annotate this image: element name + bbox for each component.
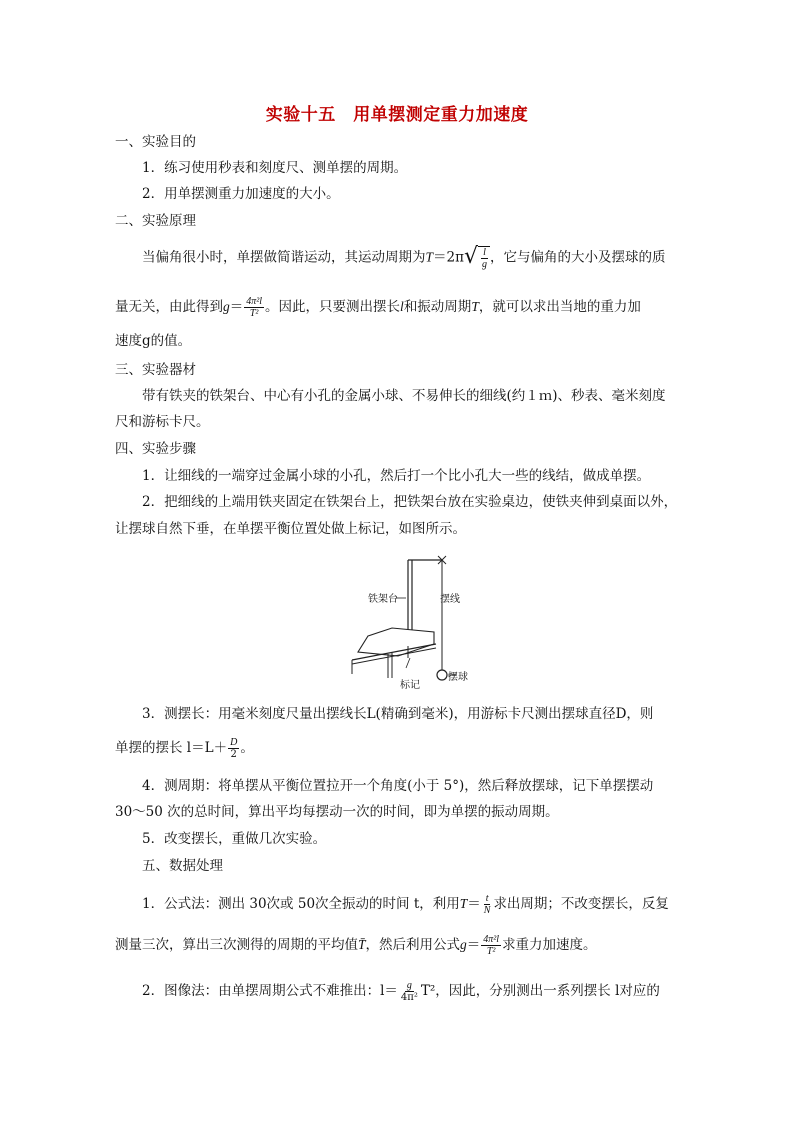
equipment-line-1: 带有铁夹的铁架台、中心有小孔的金属小球、不易伸长的细线(约１ｍ)、秒表、毫米刻度 <box>142 388 666 404</box>
section-heading-steps: 四、实验步骤 <box>115 441 196 457</box>
fraction-D-over-2 <box>228 737 239 760</box>
fraction-numerator: g <box>406 980 412 991</box>
text-run: ，然后利用公式 <box>365 937 461 953</box>
text-run: 。因此，只要测出摆长 <box>265 299 401 315</box>
symbol-l: l <box>400 299 404 314</box>
text-run: 和振动周期 <box>403 299 472 315</box>
text-run: T²，因此，分别测出一系列摆长 l对应的 <box>420 983 660 999</box>
principle-line-3: 速度g的值。 <box>115 333 192 349</box>
step-4-line-1: 4．测周期：将单摆从平衡位置拉开一个角度(小于 5°)，然后释放摆球，记下单摆摆动 <box>142 778 654 794</box>
text-run: ＝ <box>466 937 481 953</box>
fraction-numerator: 4π²l <box>483 934 500 945</box>
fraction-denominator: 4π² <box>400 992 418 1003</box>
text-run: ＝ <box>229 299 244 315</box>
step-3-line-2 <box>115 737 254 760</box>
text-run: 量无关，由此得到 <box>115 299 223 315</box>
step-4-line-2: 30～50 次的总时间，算出平均每摆动一次的时间，即为单摆的振动周期。 <box>115 804 559 820</box>
symbol-T-bar: T̄ <box>358 937 366 952</box>
equipment-line-2: 尺和游标卡尺。 <box>115 414 210 430</box>
page-title: 实验十五 用单摆测定重力加速度 <box>265 105 529 125</box>
principle-line-2 <box>115 296 641 319</box>
fraction-g-over-4pi2 <box>399 980 420 1003</box>
symbol-T: T <box>425 249 434 265</box>
purpose-item-2: 2．用单摆测重力加速度的大小。 <box>142 186 340 202</box>
fraction-denominator: g <box>482 259 488 270</box>
text-run: 当偏角很小时，单摆做简谐运动，其运动周期为 <box>142 249 426 266</box>
method-1-line-1 <box>142 893 669 916</box>
fraction-g-formula <box>481 934 501 957</box>
label-string: 摆线 <box>440 594 460 605</box>
sqrt-l-over-g: √ $\frac{l}{g}$ <box>464 246 490 270</box>
text-run: 1．公式法：测出 30次或 50次全振动的时间 t，利用 <box>142 896 460 912</box>
text-run: 求重力加速度。 <box>502 937 597 953</box>
label-ball: 摆球 <box>448 672 468 683</box>
section-heading-equipment: 三、实验器材 <box>115 362 196 378</box>
text-run: 。 <box>240 740 254 756</box>
pendulum-setup-figure <box>348 548 478 696</box>
text-run: 2．图像法：由单摆周期公式不难推出：l＝ <box>142 983 398 999</box>
step-2-line-1: 2．把细线的上端用铁夹固定在铁架台上，把铁架台放在实验桌边，使铁夹伸到桌面以外， <box>142 494 678 510</box>
fraction-t-over-N <box>482 893 493 916</box>
text-run: ，就可以求出当地的重力加 <box>478 299 641 315</box>
symbol-g: g <box>223 299 230 314</box>
symbol-T: T <box>459 896 468 911</box>
symbol-T: T <box>471 299 479 314</box>
pendulum-ball <box>437 670 447 680</box>
section-heading-principle: 二、实验原理 <box>115 213 196 229</box>
mark-leader <box>406 658 410 668</box>
section-heading-data: 五、数据处理 <box>142 858 223 874</box>
step-5: 5．改变摆长，重做几次实验。 <box>142 831 327 847</box>
label-mark: 标记 <box>400 680 420 691</box>
text-run: 测量三次，算出三次测得的周期的平均值 <box>115 937 358 953</box>
purpose-item-1: 1．练习使用秒表和刻度尺、测单摆的周期。 <box>142 160 408 176</box>
fraction-numerator: l <box>483 247 486 258</box>
fraction-denominator: T² <box>249 308 259 319</box>
fraction-numerator: t <box>485 893 489 904</box>
fraction-g-formula <box>244 296 264 319</box>
symbol-g: g <box>460 937 467 952</box>
text-run: ＝ <box>467 896 481 912</box>
fraction-denominator: T² <box>486 946 496 957</box>
text-run: ＝2π <box>433 249 464 266</box>
step-1: 1．让细线的一端穿过金属小球的小孔，然后打一个比小孔大一些的线结，做成单摆。 <box>142 468 651 484</box>
fraction-denominator: 2 <box>230 749 237 760</box>
method-1-line-2 <box>115 934 597 957</box>
principle-line-1 <box>142 246 666 270</box>
text-run: 求出周期；不改变摆长，反复 <box>493 896 669 912</box>
text-run: 单摆的摆长 l＝L＋ <box>115 740 228 756</box>
fraction-numerator: D <box>230 737 238 748</box>
fraction-denominator: N <box>483 905 491 916</box>
method-2-line-1 <box>142 980 660 1003</box>
step-2-line-2: 让摆球自然下垂，在单摆平衡位置处做上标记，如图所示。 <box>115 521 466 537</box>
text-run: ，它与偏角的大小及摆球的质 <box>490 249 666 266</box>
step-3-line-1: 3．测摆长：用毫米刻度尺量出摆线长L(精确到毫米)，用游标卡尺测出摆球直径D，则 <box>142 706 654 722</box>
label-stand: 铁架台 <box>368 594 398 605</box>
section-heading-purpose: 一、实验目的 <box>115 134 196 150</box>
fraction-numerator: 4π²l <box>246 296 263 307</box>
